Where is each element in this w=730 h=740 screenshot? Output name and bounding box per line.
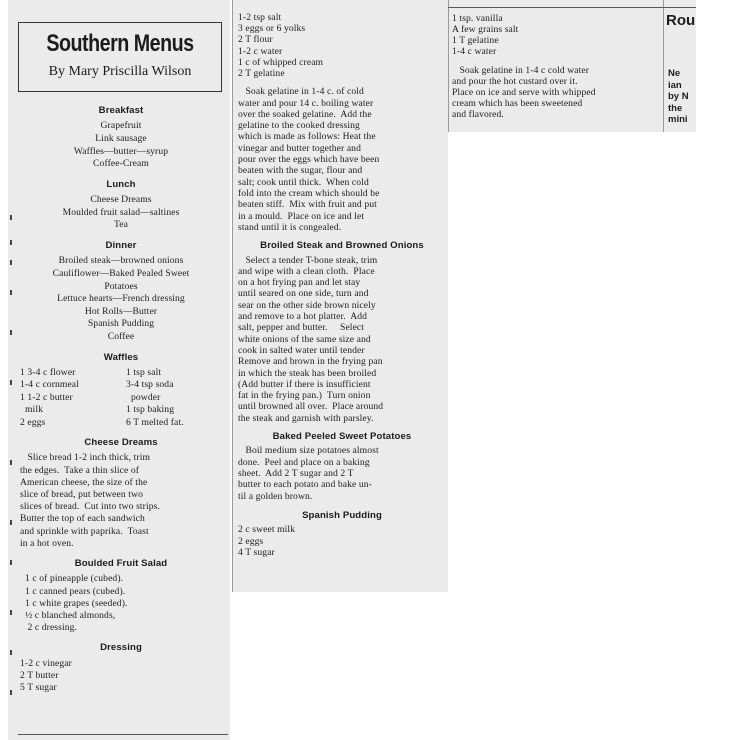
- recipe-text: American cheese, the size of the: [20, 476, 148, 488]
- recipe-text: until seared on one side, turn and: [238, 288, 369, 300]
- ingredient: 1-2 tsp salt: [238, 12, 282, 23]
- ingredient: 1 c of whipped cream: [238, 56, 324, 68]
- ingredient: 2 T flour: [238, 34, 273, 46]
- recipe-text: Remove and brown in the frying pan: [238, 356, 383, 368]
- recipe-text: Place on ice and serve with whipped: [452, 87, 596, 98]
- menu-item: Cheese Dreams: [90, 194, 152, 206]
- recipe-text: and sprinkle with paprika. Toast: [20, 525, 149, 537]
- gutter-mark: [10, 380, 12, 385]
- recipe-text: Soak gelatine in 1-4 c cold water: [452, 65, 590, 76]
- byline: By Mary Priscilla Wilson: [48, 64, 192, 79]
- ingredient: 6 T melted fat.: [126, 416, 184, 428]
- ingredient: milk: [20, 404, 43, 416]
- menu-item: Coffee: [107, 331, 135, 342]
- gutter-mark: [10, 650, 12, 655]
- recipe-text: until browned all over. Place around: [238, 401, 384, 413]
- gutter-mark: [10, 690, 12, 695]
- ingredient: 1 tsp salt: [126, 367, 162, 378]
- fragment-line: Ne: [668, 68, 681, 79]
- recipe-text: til a golden brown.: [238, 490, 313, 502]
- gutter-mark: [10, 330, 12, 335]
- next-article-heading: Rou: [666, 12, 696, 29]
- recipe-text: the edges. Take a thin slice of: [20, 464, 140, 476]
- recipe-text: slices of bread. Cut into two strips.: [20, 501, 160, 513]
- recipe-text: Select a tender T-bone steak, trim: [238, 254, 378, 266]
- menu-item: Potatoes: [104, 280, 138, 292]
- ingredient: 1-4 c water: [452, 46, 497, 57]
- recipe-text: fat in the frying pan.) Turn onion: [238, 390, 371, 402]
- ingredient: ½ c blanched almonds,: [20, 610, 116, 621]
- recipe-text: pour over the eggs which have been: [238, 154, 380, 165]
- recipe-text: and remove to a hot platter. Add: [238, 311, 368, 322]
- menu-item: Link sausage: [95, 133, 147, 144]
- ingredient: 1 c white grapes (seeded).: [20, 597, 128, 609]
- gutter-mark: [10, 610, 12, 615]
- recipe-text: Butter the top of each sandwich: [20, 513, 145, 525]
- gutter-mark: [10, 260, 12, 265]
- ingredient: 3 eggs or 6 yolks: [238, 23, 306, 35]
- top-rule: [448, 7, 696, 8]
- article-title: Southern Menus: [46, 30, 194, 57]
- menu-item: Hot Rolls—Butter: [84, 305, 158, 317]
- ingredient: 3-4 tsp soda: [126, 379, 174, 391]
- gutter-mark: [10, 460, 12, 465]
- ingredient: 1 c of pineapple (cubed).: [20, 573, 124, 585]
- fragment-line: by N: [668, 91, 689, 102]
- recipe-text: vinegar and butter together and: [238, 142, 361, 154]
- menu-item: Grapefruit: [100, 120, 142, 132]
- recipe-text: butter to each potato and bake un-: [238, 479, 372, 491]
- recipe-text: over the soaked gelatine. Add the: [238, 108, 372, 120]
- recipe-text: white onions of the same size and: [238, 333, 371, 345]
- ingredient: 1-2 c vinegar: [20, 657, 72, 669]
- recipe-text: gelatine to the cooked dressing: [238, 120, 360, 132]
- recipe-text: beaten with the sugar, flour and: [238, 165, 363, 177]
- fragment-line: mini: [668, 114, 688, 125]
- section-heading: Dinner: [105, 240, 137, 251]
- fragment-line: the: [668, 102, 683, 114]
- recipe-text: sheet. Add 2 T sugar and 2 T: [238, 468, 354, 479]
- ingredient: 1-2 c water: [238, 45, 283, 57]
- ingredient: 2 c sweet milk: [238, 524, 296, 536]
- recipe-text: Slice bread 1-2 inch thick, trim: [20, 452, 151, 464]
- ingredient: 1 tsp. vanilla: [452, 13, 503, 24]
- section-heading: Dressing: [100, 642, 142, 654]
- menu-item: Lettuce hearts—French dressing: [57, 293, 185, 305]
- recipe-text: and flavored.: [452, 109, 504, 120]
- recipe-text: cook in salted water until tender: [238, 344, 365, 356]
- recipe-text: done. Peel and place on a baking: [238, 456, 370, 468]
- column-rule: [232, 0, 233, 592]
- recipe-text: Soak gelatine in 1-4 c. of cold: [238, 86, 364, 98]
- recipe-text: and pour the hot custard over it.: [452, 76, 578, 87]
- recipe-text: which is made as follows: Heat the: [238, 131, 376, 143]
- section-heading: Spanish Pudding: [302, 509, 382, 521]
- recipe-text: stand until it is congealed.: [238, 221, 342, 233]
- section-heading: Broiled Steak and Browned Onions: [260, 240, 424, 252]
- gutter-mark: [10, 240, 12, 245]
- menu-item: Broiled steak—browned onions: [58, 255, 184, 267]
- ingredient: 1 c canned pears (cubed).: [20, 585, 126, 597]
- ingredient: 4 T sugar: [238, 546, 275, 558]
- menu-item: Tea: [113, 219, 128, 231]
- recipe-text: the steak and garnish with parsley.: [238, 412, 374, 424]
- ingredient: 5 T sugar: [20, 682, 57, 694]
- ingredient: 2 c dressing.: [20, 622, 78, 634]
- gutter-mark: [10, 215, 12, 220]
- ingredient: 2 eggs: [238, 535, 264, 547]
- recipe-text: water and pour 14 c. boiling water: [238, 97, 374, 109]
- column-rule: [448, 0, 449, 132]
- recipe-text: sear on the other side brown nicely: [238, 299, 376, 311]
- recipe-text: in which the steak has been broiled: [238, 367, 377, 379]
- menu-item: Coffee-Cream: [93, 158, 149, 170]
- ingredient: 1 tsp baking: [126, 404, 175, 416]
- menu-item: Waffles—butter—syrup: [73, 145, 169, 157]
- column-rule: [663, 0, 664, 132]
- ingredient: 1 T gelatine: [452, 35, 499, 46]
- recipe-text: salt, pepper and butter. Select: [238, 322, 365, 334]
- recipe-text: cream which has been sweetened: [452, 98, 583, 109]
- section-heading: Baked Peeled Sweet Potatoes: [272, 431, 412, 442]
- ingredient: 2 T butter: [20, 670, 59, 681]
- recipe-text: in a hot oven.: [20, 537, 74, 549]
- menu-item: Spanish Pudding: [87, 318, 155, 330]
- recipe-text: fold into the cream which should be: [238, 187, 380, 199]
- menu-item: Cauliflower—Baked Pealed Sweet: [52, 268, 190, 279]
- section-heading: Cheese Dreams: [84, 437, 158, 448]
- recipe-text: slice of bread, put between two: [20, 489, 143, 500]
- section-heading: Boulded Fruit Salad: [74, 558, 168, 569]
- ingredient: 1-4 c cornmeal: [20, 379, 79, 391]
- recipe-text: on a hot frying pan and let stay: [238, 277, 361, 289]
- recipe-text: Boil medium size potatoes almost: [238, 445, 379, 457]
- section-heading: Waffles: [103, 351, 139, 363]
- section-heading: Breakfast: [98, 105, 144, 116]
- ingredient: A few grains salt: [452, 24, 519, 35]
- fragment-line: ian: [668, 79, 682, 91]
- ingredient: 2 eggs: [20, 416, 46, 428]
- ingredient: 1 3-4 c flower: [20, 367, 76, 378]
- gutter-mark: [10, 520, 12, 525]
- gutter-mark: [10, 290, 12, 295]
- menu-item: Moulded fruit salad—saltines: [62, 206, 180, 218]
- bottom-rule: [18, 734, 228, 735]
- recipe-text: (Add butter if there is insufficient: [238, 378, 371, 390]
- recipe-text: salt; cook until thick. When cold: [238, 176, 369, 188]
- section-heading: Lunch: [106, 178, 136, 190]
- recipe-text: beaten stiff. Mix with fruit and put: [238, 199, 377, 211]
- recipe-text: in a mould. Place on ice and let: [238, 210, 365, 222]
- ingredient: 1 1-2 c butter: [20, 391, 73, 403]
- recipe-text: and wipe with a clean cloth. Place: [238, 265, 375, 277]
- ingredient: powder: [126, 391, 161, 403]
- gutter-mark: [10, 560, 12, 565]
- ingredient: 2 T gelatine: [238, 68, 285, 79]
